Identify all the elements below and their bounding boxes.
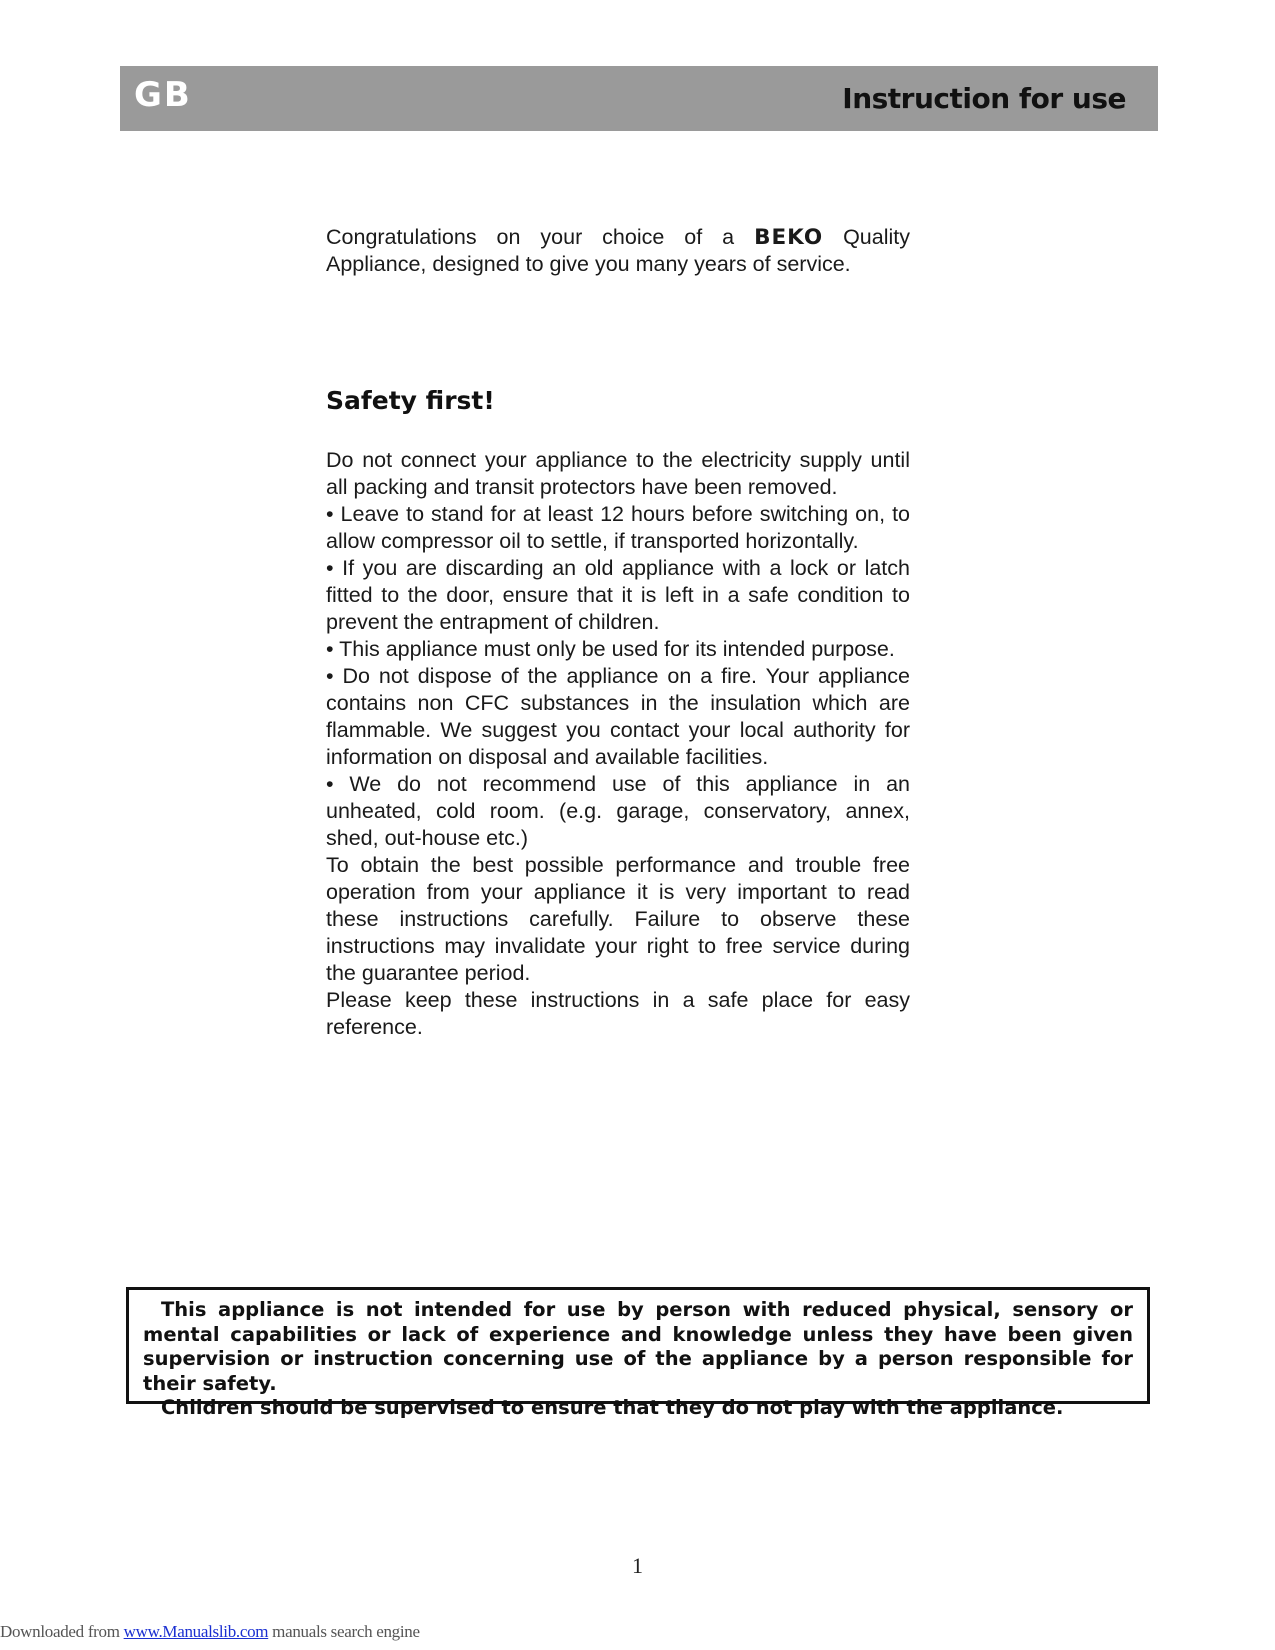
footer-prefix: Downloaded from <box>0 1622 124 1641</box>
safety-bullet: • This appliance must only be used for its intended purpose. <box>326 637 895 661</box>
notice-line-children: Children should be supervised to ensure that they do not play with the appliance. <box>161 1396 1064 1419</box>
page-title: Instruction for use <box>842 82 1126 115</box>
footer-suffix: manuals search engine <box>268 1622 420 1641</box>
safety-heading: Safety first! <box>326 386 495 415</box>
intro-text-end: Quality Appliance, designed to give you many years of service. <box>326 225 910 276</box>
country-code: GB <box>134 75 192 115</box>
header-bar <box>120 66 1158 131</box>
download-footer <box>0 1622 420 1642</box>
safety-section <box>326 447 910 1041</box>
safety-bullet: • Leave to stand for at least 12 hours before switching on, to allow compressor oil to settle, if transported horizontally. <box>326 502 910 553</box>
warning-notice-box <box>126 1287 1150 1419</box>
notice-line-supervision: This appliance is not intended for use by person with reduced physical, sensory or mental capabilities or lack of experience and knowledge unless they have been given supervision or instruction concerning use of the appliance by a person responsible for their safety. <box>143 1298 1133 1395</box>
safety-paragraph: Please keep these instructions in a safe place for easy reference. <box>326 988 910 1039</box>
safety-bullet: • We do not recommend use of this appliance in an unheated, cold room. (e.g. garage, conservatory, annex, shed, out-house etc.) <box>326 772 910 850</box>
brand-name: BEKO <box>754 225 824 250</box>
safety-paragraph: Do not connect your appliance to the electricity supply until all packing and transit protectors have been removed. <box>326 448 910 499</box>
safety-bullet: • If you are discarding an old appliance with a lock or latch fitted to the door, ensure that it is left in a safe condition to prevent the entrapment of children. <box>326 556 910 634</box>
safety-bullet: • Do not dispose of the appliance on a fire. Your appliance contains non CFC substances in the insulation which are flammable. We suggest you contact your local authority for information on disposal and available facilities. <box>326 664 910 769</box>
safety-paragraph: To obtain the best possible performance and trouble free operation from your appliance it is very important to read these instructions carefully. Failure to observe these instructions may invalidate your right to free service during the guarantee period. <box>326 853 910 985</box>
page-number: 1 <box>632 1553 643 1578</box>
intro-text-start: Congratulations on your choice of a <box>326 225 755 249</box>
manualslib-link[interactable]: www.Manualslib.com <box>123 1622 269 1641</box>
intro-paragraph <box>326 224 910 278</box>
